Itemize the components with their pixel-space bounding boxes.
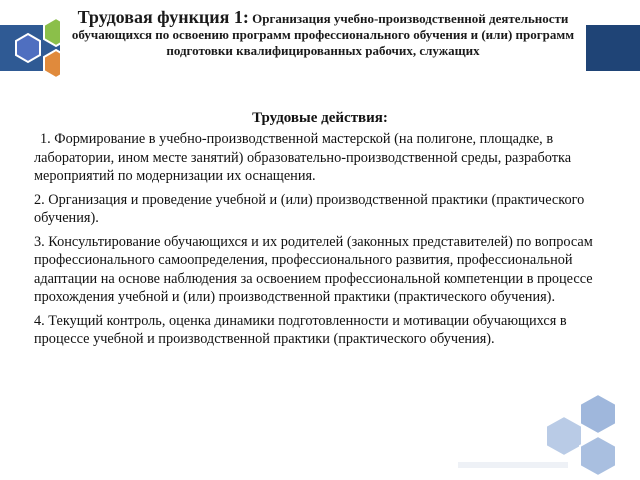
watermark-strip — [458, 462, 568, 468]
slide-title — [60, 9, 586, 59]
hexagon-light — [546, 416, 582, 456]
title-lead: Трудовая функция 1: — [77, 7, 249, 27]
section-subtitle: Трудовые действия: — [252, 110, 388, 126]
title-rest: Организация учебно-производственной деятельности обучающихся по освоению программ профессионального обучения и (или) программ подготовки квалифицированных рабочих, служащих — [71, 11, 575, 58]
list-item: 1. Формирование в учебно-производственной мастерской (на полигоне, площадке, в лаборатории, ином месте занятий) образовательно-производственной среды, разработка мероприятий по модернизации их оснащения. — [34, 131, 572, 184]
header-band-right — [586, 25, 640, 71]
hexagon-mid — [580, 436, 616, 476]
hexagon-light — [580, 394, 616, 434]
list-item: 3. Консультирование обучающихся и их родителей (законных представителей) по вопросам профессионального самоопределения, профессионального развития, профессиональной адаптации на основе наблюдения за освоением профессиональной компетенции в процессе прохождения учебной и (или) производственной практики (практического обучения). — [34, 233, 593, 305]
list-item: 4. Текущий контроль, оценка динамики подготовленности и мотивации обучающихся в процессе учебной и производственной практики (практического обучения). — [34, 312, 567, 347]
list-item: 2. Организация и проведение учебной и (или) производственной практики (практического обучения). — [34, 191, 585, 226]
duties-list — [34, 130, 594, 354]
hexagon-blue — [16, 34, 40, 62]
